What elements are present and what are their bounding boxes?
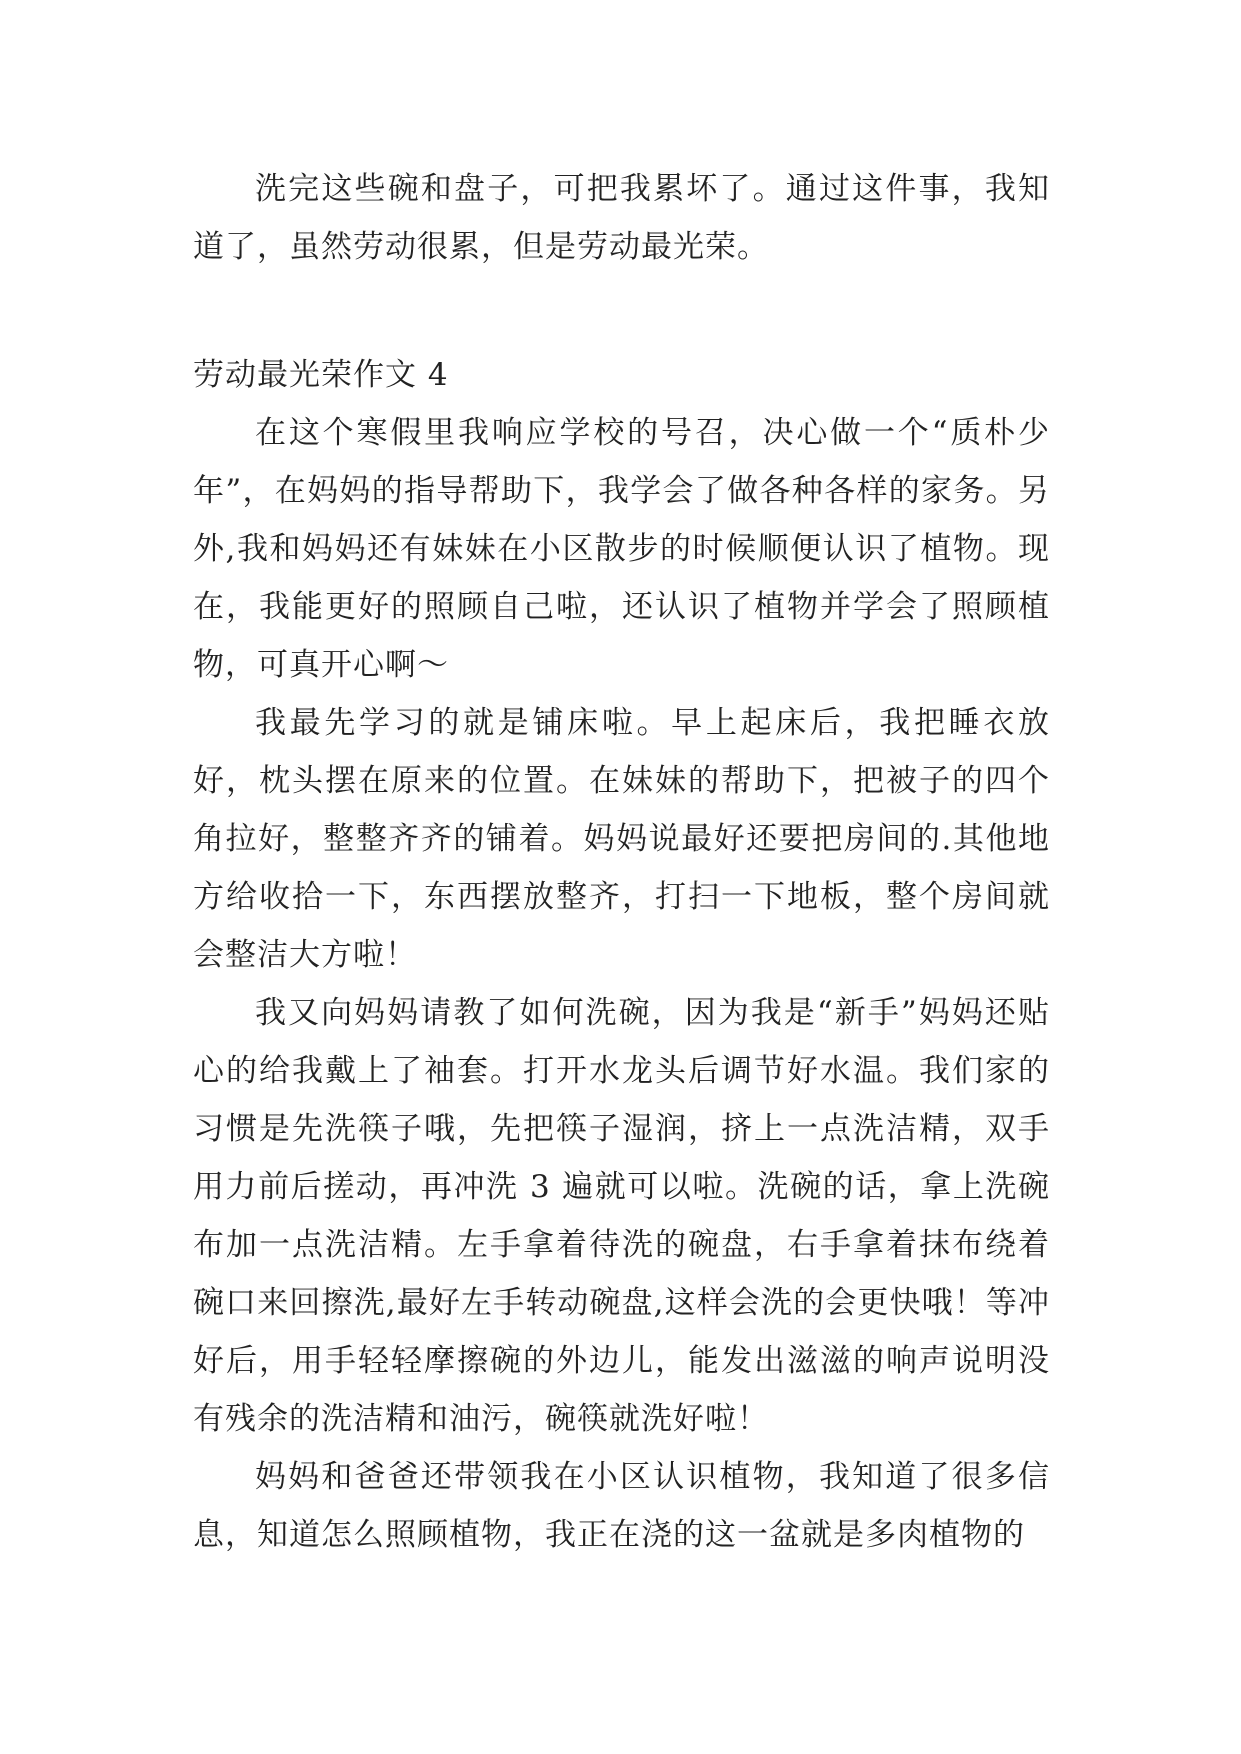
paragraph-4: 妈妈和爸爸还带领我在小区认识植物，我知道了很多信息，知道怎么照顾植物，我正在浇的这一盆就是多肉植物的 [193,1459,1050,1553]
intro-paragraph: 洗完这些碗和盘子，可把我累坏了。通过这件事，我知道了，虽然劳动很累，但是劳动最光荣。 [193,171,1050,265]
paragraph-1: 在这个寒假里我响应学校的号召，决心做一个“质朴少年”，在妈妈的指导帮助下，我学会了做各种各样的家务。另外,我和妈妈还有妹妹在小区散步的时候顺便认识了植物。现在，我能更好的照顾自己啦，还认识了植物并学会了照顾植物，可真开心啊～ [193,415,1050,683]
paragraph-3: 我又向妈妈请教了如何洗碗，因为我是“新手”妈妈还贴心的给我戴上了袖套。打开水龙头后调节好水温。我们家的习惯是先洗筷子哦，先把筷子湿润，挤上一点洗洁精，双手用力前后搓动，再冲洗 3 遍就可以啦。洗碗的话，拿上洗碗布加一点洗洁精。左手拿着待洗的碗盘，右手拿着抹布绕着碗口来回擦洗,最好左手转动碗盘,这样会洗的会更快哦！等冲好后，用手轻轻摩擦碗的外边儿，能发出滋滋的响声说明没有残余的洗洁精和油污，碗筷就洗好啦！ [193,995,1050,1437]
section-title: 劳动最光荣作文 4 [193,357,449,393]
document-body [193,160,1050,1564]
paragraph-2: 我最先学习的就是铺床啦。早上起床后，我把睡衣放好，枕头摆在原来的位置。在妹妹的帮助下，把被子的四个角拉好，整整齐齐的铺着。妈妈说最好还要把房间的.其他地方给收拾一下，东西摆放整齐，打扫一下地板，整个房间就会整洁大方啦！ [193,705,1050,973]
